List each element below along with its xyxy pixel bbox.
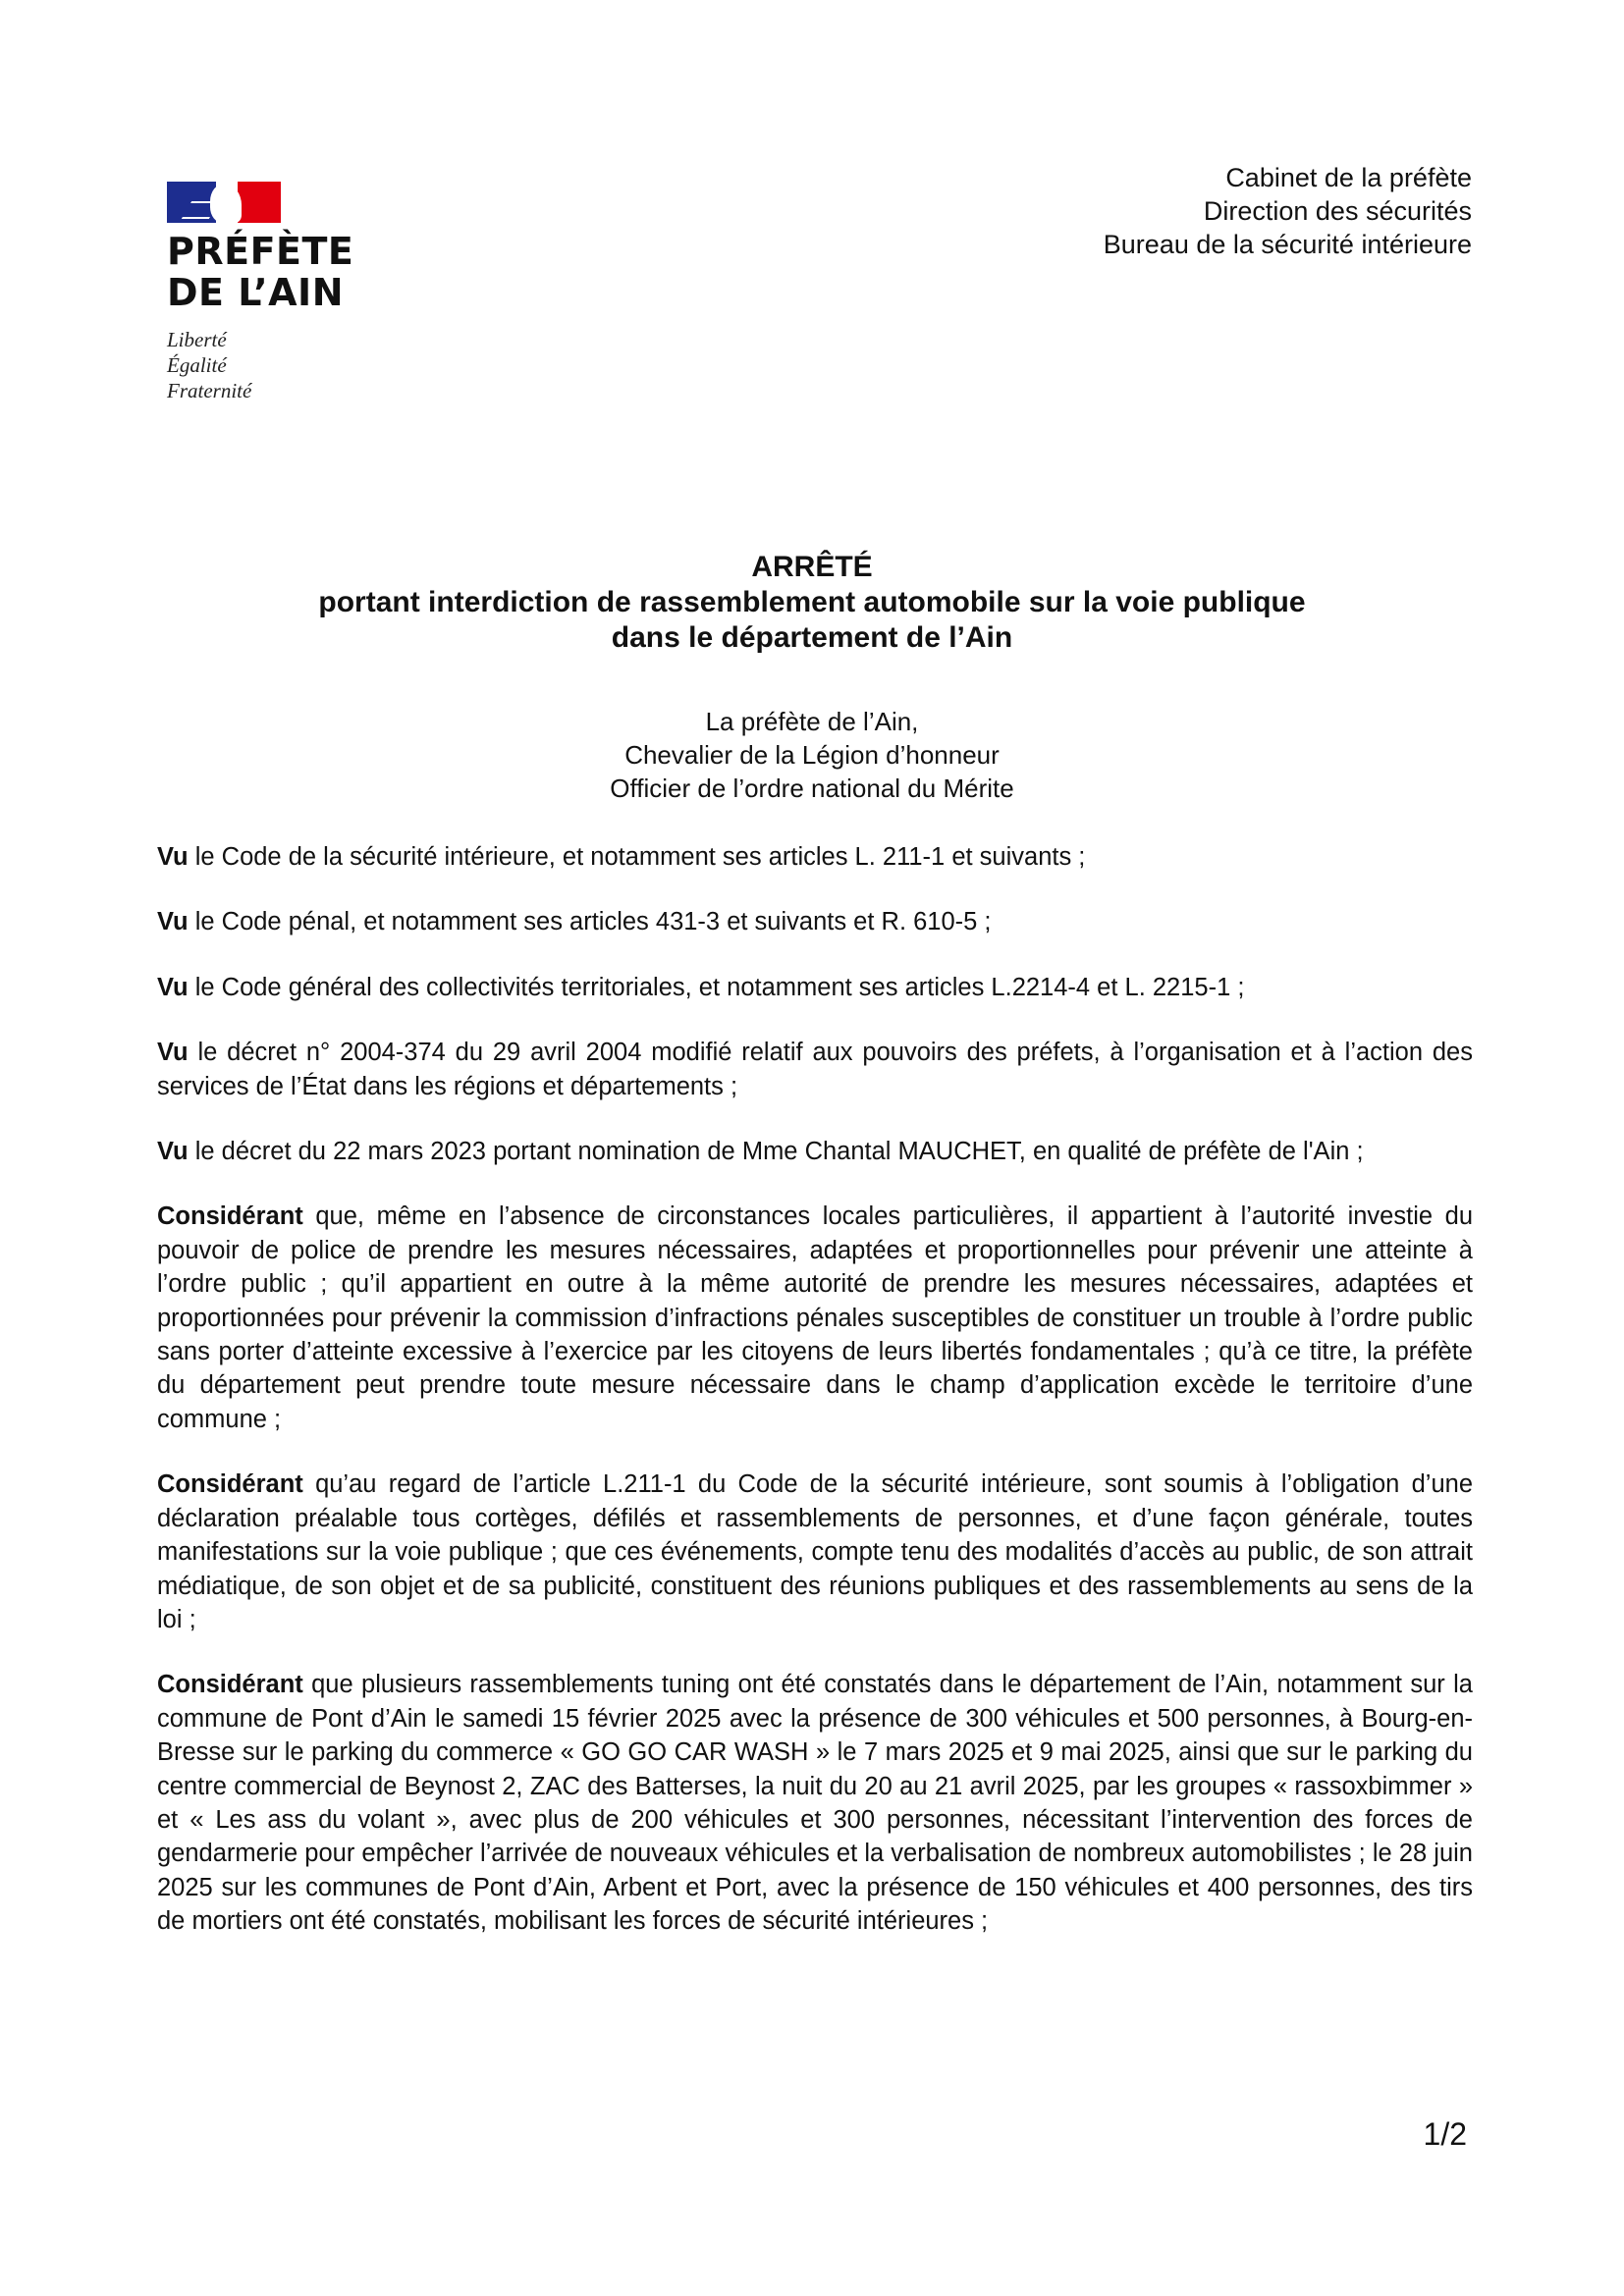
recital-lead: Considérant [157, 1470, 303, 1499]
recital-vu [157, 971, 1473, 1004]
service-line: Direction des sécurités [1203, 196, 1472, 226]
republic-motto [167, 327, 363, 403]
title-subtitle-line: dans le département de l’Ain [611, 621, 1013, 654]
prefecture-name-line: DE L’AIN [167, 271, 344, 314]
motto-liberte: Liberté [167, 328, 227, 351]
prefecture-logo [167, 182, 363, 403]
recital-vu [157, 1135, 1473, 1168]
motto-egalite: Égalité [167, 353, 227, 377]
title-subtitle-line: portant interdiction de rassemblement automobile sur la voie publique [318, 586, 1306, 618]
recital-considerant [157, 1200, 1473, 1436]
recital-lead: Vu [157, 1039, 189, 1067]
recital-text: que plusieurs rassemblements tuning ont été constatés dans le département de l’Ain, notamment sur la commune de Pont d’Ain le samedi 15 février 2025 avec la présence de 300 véhicules et 500 personnes, à Bourg-en-Bresse sur le parking du commerce « GO GO CAR WASH » le 7 mars 2025 et 9 mai 2025, ainsi que sur le parking du centre commercial de Beynost 2, ZAC des Batterses, la nuit du 20 au 21 avril 2025, par les groupes « rassoxbimmer » et « Les ass du volant », avec plus de 200 véhicules et 300 personnes, nécessitant l’intervention des forces de gendarmerie pour empêcher l’arrivée de nouveaux véhicules et la verbalisation de nombreux automobilistes ; le 28 juin 2025 sur les communes de Pont d’Ain, Arbent et Port, avec la présence de 150 véhicules et 400 personnes, des tirs de mortiers ont été constatés, mobilisant les forces de sécurité intérieures ; [157, 1671, 1473, 1936]
recital-lead: Vu [157, 1138, 189, 1166]
prefecture-name-line: PRÉFÈTE [167, 230, 354, 273]
recital-text: le Code pénal, et notamment ses articles 431-3 et suivants et R. 610-5 ; [188, 908, 992, 936]
document-body [157, 840, 1473, 1970]
recital-lead: Vu [157, 843, 189, 871]
recital-lead: Considérant [157, 1671, 303, 1699]
recital-vu [157, 905, 1473, 938]
recital-text: le Code de la sécurité intérieure, et notamment ses articles L. 211-1 et suivants ; [188, 843, 1086, 871]
authority-line: Chevalier de la Légion d’honneur [624, 740, 1000, 770]
authority-line: La préfète de l’Ain, [705, 707, 919, 736]
issuing-service [1104, 161, 1472, 261]
recital-vu [157, 1036, 1473, 1103]
recital-text: le Code général des collectivités territoriales, et notamment ses articles L.2214-4 et L. 2215-1 ; [188, 973, 1245, 1001]
recital-text: que, même en l’absence de circonstances locales particulières, il appartient à l’autorité investie du pouvoir de police de prendre les mesures nécessaires, adaptées et proportionnelles pour prévenir une atteinte à l’ordre public ; qu’il appartient en outre à la même autorité de prendre les mesures nécessaires, adaptées et proportionnées pour prévenir la commission d’infractions pénales susceptibles de constituer un trouble à l’ordre public sans porter d’atteinte excessive à l’exercice par les citoyens de leurs libertés fondamentales ; qu’à ce titre, la préfète du département peut prendre toute mesure nécessaire dans le champ d’application excède le territoire d’une commune ; [157, 1202, 1473, 1433]
authority-line: Officier de l’ordre national du Mérite [610, 774, 1014, 803]
page-number: 1/2 [1423, 2116, 1467, 2152]
service-line: Bureau de la sécurité intérieure [1103, 230, 1472, 259]
recital-lead: Considérant [157, 1202, 303, 1231]
document-title [147, 550, 1477, 656]
authority-block [147, 705, 1477, 805]
prefecture-name [167, 231, 363, 313]
motto-fraternite: Fraternité [167, 379, 252, 402]
recital-text: qu’au regard de l’article L.211-1 du Code de la sécurité intérieure, sont soumis à l’obligation d’une déclaration préalable tous cortèges, défilés et rassemblements de personnes, et d’une façon générale, toutes manifestations sur la voie publique ; que ces événements, compte tenu des modalités d’accès au public, de son attrait médiatique, de son objet et de sa publicité, constituent des réunions publiques et des rassemblements au sens de la loi ; [157, 1470, 1473, 1633]
title-heading: ARRÊTÉ [751, 551, 873, 583]
recital-text: le décret n° 2004-374 du 29 avril 2004 modifié relatif aux pouvoirs des préfets, à l’organisation et à l’action des services de l’État dans les régions et départements ; [157, 1039, 1473, 1100]
marianne-flag-icon [167, 182, 281, 223]
recital-vu [157, 840, 1473, 874]
recital-lead: Vu [157, 908, 189, 936]
service-line: Cabinet de la préfète [1225, 163, 1472, 192]
recital-text: le décret du 22 mars 2023 portant nomination de Mme Chantal MAUCHET, en qualité de préfète de l'Ain ; [188, 1138, 1364, 1166]
recital-lead: Vu [157, 973, 189, 1001]
recital-considerant [157, 1668, 1473, 1938]
recital-considerant [157, 1468, 1473, 1636]
